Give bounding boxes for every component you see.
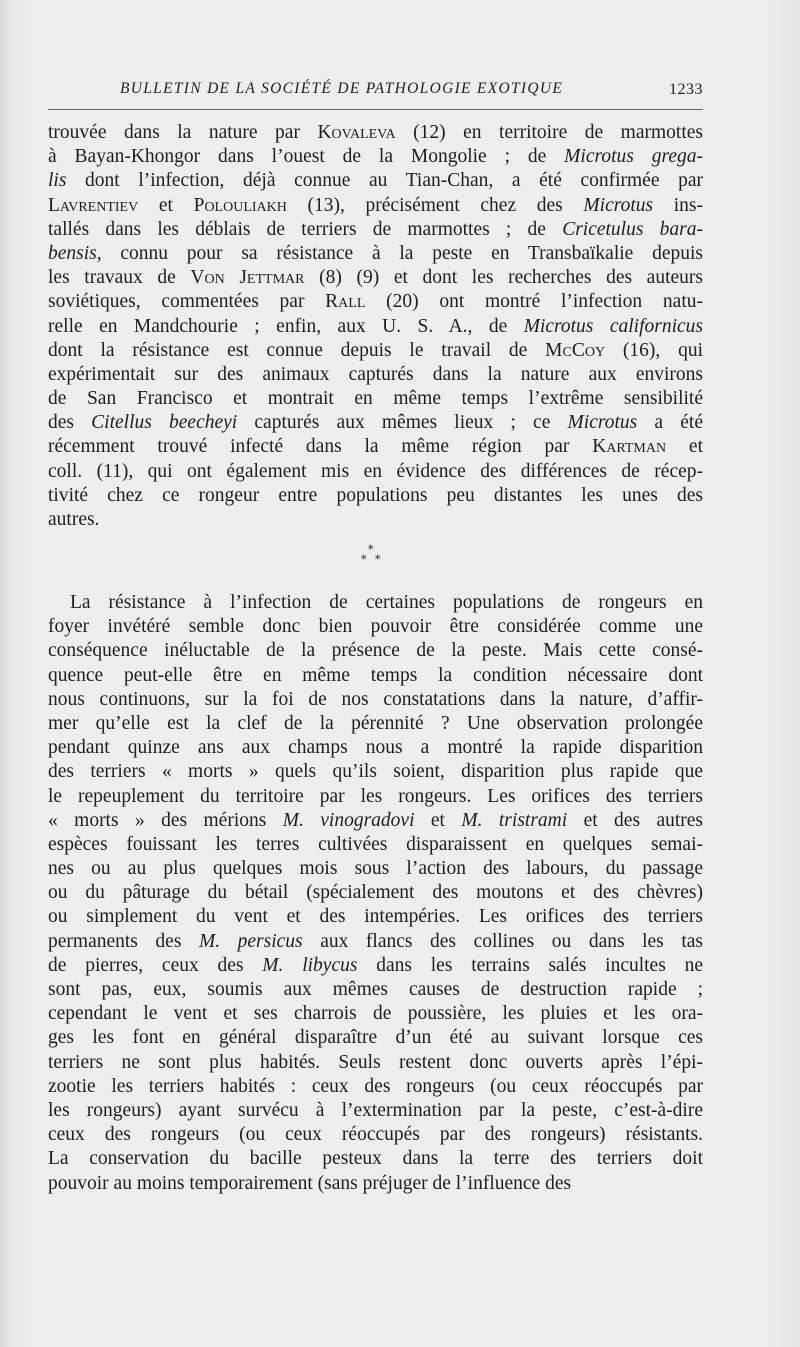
species-name: M. vinogradovi xyxy=(282,809,415,831)
text-line xyxy=(48,857,703,881)
text-line xyxy=(48,591,703,615)
text-run: espèces fouissant les terres cultivées disparaissent en quelques semai- xyxy=(48,833,703,855)
text-run: tallés dans les déblais de terriers de marmottes ; de xyxy=(48,218,563,240)
author-name: Kartman xyxy=(592,436,667,458)
text-run: soviétiques, commentées par xyxy=(48,291,326,313)
author-name: Kovaleva xyxy=(317,122,396,143)
text-line xyxy=(48,615,703,639)
text-line xyxy=(48,1172,703,1196)
text-run: capturés aux mêmes lieux ; ce xyxy=(237,412,568,434)
text-run: dont la résistance est connue depuis le travail de xyxy=(48,339,546,361)
species-name: lis xyxy=(48,170,67,192)
author-name: Polouliakh xyxy=(193,194,287,216)
text-line xyxy=(48,411,703,435)
text-run: a été xyxy=(637,412,703,434)
text-run: nous continuons, sur la foi de nos constatations dans la nature, d’affir- xyxy=(48,688,703,710)
text-run: mer qu’elle est la clef de la pérennité ? Une observation prolongée xyxy=(48,712,703,734)
text-run: cependant le vent et ses charrois de poussière, les pluies et les ora- xyxy=(48,1003,703,1025)
text-run: La conservation du bacille pesteux dans la terre des terriers doit xyxy=(48,1148,703,1170)
text-line xyxy=(48,664,703,688)
text-line xyxy=(48,1075,703,1099)
text-line xyxy=(48,1026,703,1050)
text-run: La résistance à l’infection de certaines populations de rongeurs en xyxy=(70,592,703,613)
text-run: coll. (11), qui ont également mis en évidence des différences de récep- xyxy=(48,460,703,482)
text-run: (12) en territoire de marmottes xyxy=(395,122,703,143)
text-run: de pierres, ceux des xyxy=(48,954,263,976)
text-run: « morts » des mérions xyxy=(48,809,283,831)
text-run: (16), qui xyxy=(605,339,703,361)
text-run: et xyxy=(138,194,194,216)
text-run: (13), précisément chez des xyxy=(286,194,584,216)
text-line xyxy=(48,1099,703,1123)
species-name: Microtus grega- xyxy=(564,146,703,168)
text-line xyxy=(48,736,703,760)
text-run: quence peut-elle être en même temps la condition nécessaire dont xyxy=(48,664,703,686)
text-run: terriers ne sont plus habités. Seuls restent donc ouverts après l’épi- xyxy=(48,1051,703,1073)
text-run: les rongeurs) ayant survécu à l’extermination par la peste, c’est-à-dire xyxy=(48,1099,703,1121)
text-line xyxy=(48,121,703,145)
text-run: ou du pâturage du bétail (spécialement des moutons et des chèvres) xyxy=(48,882,703,904)
text-line xyxy=(48,145,703,169)
text-run: aux flancs des collines ou dans les tas xyxy=(302,930,703,952)
page-number: 1233 xyxy=(669,81,703,98)
author-name: McCoy xyxy=(545,339,606,361)
species-name: Citellus beecheyi xyxy=(91,412,238,434)
journal-title: BULLETIN DE LA SOCIÉTÉ DE PATHOLOGIE EXOTIQUE xyxy=(120,80,564,97)
species-name: M. persicus xyxy=(198,930,303,952)
header-rule xyxy=(48,109,703,110)
text-run: ou simplement du vent et des intempéries. Les orifices des terriers xyxy=(48,906,703,928)
text-run: (20) ont montré l’infection natu- xyxy=(365,291,703,313)
text-line xyxy=(48,930,703,954)
text-line xyxy=(48,1002,703,1026)
text-run: dont l’infection, déjà connue au Tian-Chan, a été confirmée par xyxy=(66,170,703,192)
text-run: ges les font en général disparaître d’un été au suivant lorsque ces xyxy=(48,1027,703,1049)
paragraph-1 xyxy=(48,121,703,532)
text-run: les travaux de xyxy=(48,267,191,289)
text-run: zootie les terriers habités : ceux des rongeurs (ou ceux réoccupés par xyxy=(48,1075,703,1097)
text-run: de San Francisco et montrait en même temps l’extrême sensibilité xyxy=(48,388,703,410)
text-line xyxy=(48,1051,703,1075)
text-line xyxy=(48,905,703,929)
text-run: conséquence inéluctable de la présence de la peste. Mais cette consé- xyxy=(48,640,703,662)
text-run: sont pas, eux, soumis aux mêmes causes de destruction rapide ; xyxy=(48,979,703,1000)
text-line xyxy=(48,363,703,387)
text-run: pouvoir au moins temporairement (sans préjuger de l’influence des xyxy=(48,1172,572,1194)
species-name: Cricetulus bara- xyxy=(562,218,703,240)
text-run: et xyxy=(666,436,703,458)
text-line xyxy=(48,315,703,339)
text-line xyxy=(48,242,703,266)
running-header xyxy=(48,80,703,106)
species-name: Microtus californicus xyxy=(523,315,703,337)
text-line xyxy=(48,290,703,314)
text-line xyxy=(48,1123,703,1147)
text-line xyxy=(48,435,703,459)
author-name: Lavrentiev xyxy=(48,194,139,216)
text-run: nes ou au plus quelques mois sous l’action des labours, du passage xyxy=(48,858,703,880)
text-line xyxy=(48,339,703,363)
text-run: tivité chez ce rongeur entre populations peu distantes les unes des xyxy=(48,484,703,506)
paragraph-2 xyxy=(48,591,703,1196)
text-line xyxy=(48,266,703,290)
text-run: ins- xyxy=(653,194,704,216)
author-name: Von Jettmar xyxy=(190,267,305,289)
text-run: et des autres xyxy=(567,809,703,831)
text-line xyxy=(48,218,703,242)
text-line xyxy=(48,639,703,663)
text-line xyxy=(48,760,703,784)
text-run: à Bayan-Khongor dans l’ouest de la Mongolie ; de xyxy=(48,146,565,168)
species-name: M. tristrami xyxy=(461,809,568,831)
species-name: M. libycus xyxy=(262,954,358,976)
text-line xyxy=(48,978,703,1002)
text-line xyxy=(48,881,703,905)
text-run: expérimentait sur des animaux capturés dans la nature aux environs xyxy=(48,363,703,385)
text-run: et xyxy=(414,809,462,831)
text-line xyxy=(48,194,703,218)
text-run: dans les terrains salés incultes ne xyxy=(357,954,703,976)
text-line xyxy=(48,460,703,484)
text-run: des xyxy=(48,412,92,434)
text-run: connu pour sa résistance à la peste en Transbaïkalie depuis xyxy=(101,242,703,264)
text-run: pendant quinze ans aux champs nous a montré la rapide disparition xyxy=(48,737,703,759)
species-name: Microtus xyxy=(583,194,654,216)
text-run: le repeuplement du territoire par les rongeurs. Les orifices des terriers xyxy=(48,785,703,807)
text-line xyxy=(48,688,703,712)
text-line xyxy=(48,169,703,193)
author-name: Rall xyxy=(325,291,366,313)
text-line xyxy=(48,833,703,857)
text-line xyxy=(48,484,703,508)
text-line xyxy=(48,508,703,532)
text-run: permanents des xyxy=(48,930,199,952)
text-run: (8) (9) et dont les recherches des auteurs xyxy=(304,267,703,289)
text-line xyxy=(48,785,703,809)
text-line xyxy=(48,712,703,736)
text-run: récemment trouvé infecté dans la même région par xyxy=(48,436,593,458)
section-ornament-asterisks: * * * xyxy=(361,543,381,566)
text-line xyxy=(48,1147,703,1171)
text-run: autres. xyxy=(48,509,100,530)
species-name: bensis, xyxy=(48,242,102,264)
text-run: des terriers « morts » quels qu’ils soient, disparition plus rapide que xyxy=(48,761,703,783)
text-run: relle en Mandchourie ; enfin, aux U. S. A., de xyxy=(48,315,524,337)
text-run: ceux des rongeurs (ou ceux réoccupés par des rongeurs) résistants. xyxy=(48,1124,703,1146)
text-run: trouvée dans la nature par xyxy=(48,122,318,143)
text-line xyxy=(48,809,703,833)
species-name: Microtus xyxy=(567,412,638,434)
text-line xyxy=(48,387,703,411)
text-run: foyer invétéré semble donc bien pouvoir être considérée comme une xyxy=(48,616,703,638)
text-line xyxy=(48,954,703,978)
